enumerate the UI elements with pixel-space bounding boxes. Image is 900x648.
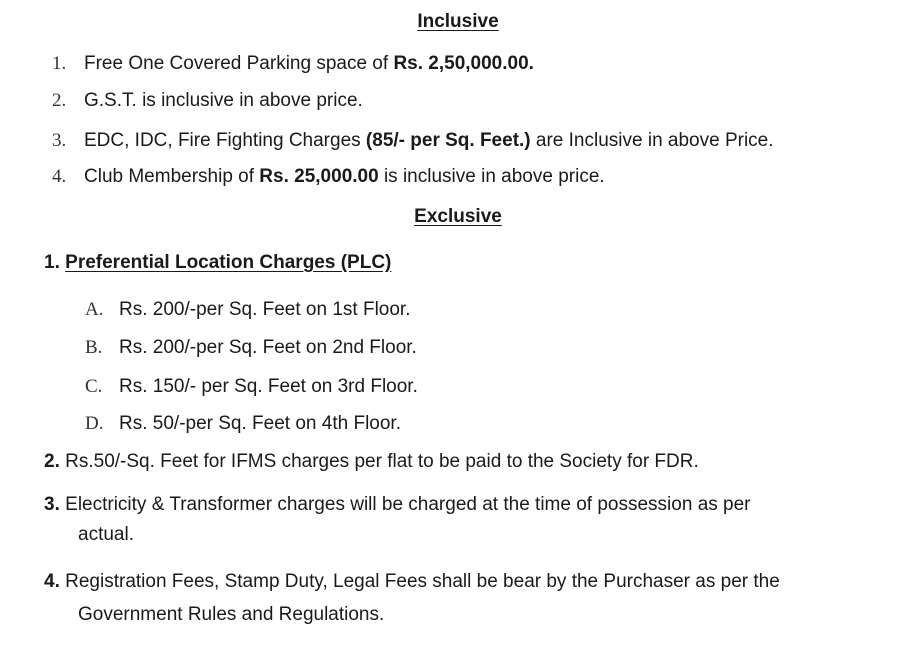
item-number: 2. xyxy=(52,90,67,111)
item-text-plain: EDC, IDC, Fire Fighting Charges xyxy=(84,130,366,151)
exclusive-point xyxy=(44,570,780,594)
item-text: G.S.T. is inclusive in above price. xyxy=(84,90,363,111)
point-number: 3. xyxy=(44,494,60,515)
point-text-continued: Government Rules and Regulations. xyxy=(78,604,385,625)
point-text: Registration Fees, Stamp Duty, Legal Fees shall be bear by the Purchaser as per the xyxy=(65,571,780,592)
item-letter: D. xyxy=(85,413,104,434)
item-text-plain: Free One Covered Parking space of xyxy=(84,53,394,74)
point-number: 4. xyxy=(44,571,60,592)
item-number: 4. xyxy=(52,166,67,187)
item-text xyxy=(84,165,605,189)
item-text: Rs. 150/- per Sq. Feet on 3rd Floor. xyxy=(119,376,418,397)
item-text xyxy=(84,52,534,76)
plc-number: 1. xyxy=(44,252,60,273)
item-text xyxy=(84,129,774,153)
point-text: Electricity & Transformer charges will be charged at the time of possession as per xyxy=(65,494,751,515)
item-text-plain: are Inclusive in above Price. xyxy=(530,130,774,151)
exclusive-heading: Exclusive xyxy=(414,206,502,227)
item-text: Rs. 200/-per Sq. Feet on 2nd Floor. xyxy=(119,337,417,358)
point-text: Rs.50/-Sq. Feet for IFMS charges per flat to be paid to the Society for FDR. xyxy=(65,451,699,472)
item-letter: C. xyxy=(85,376,103,397)
inclusive-heading: Inclusive xyxy=(417,11,499,32)
item-number: 1. xyxy=(52,53,67,74)
item-text-plain: is inclusive in above price. xyxy=(378,166,605,187)
item-text-bold: Rs. 25,000.00 xyxy=(259,166,379,187)
item-letter: A. xyxy=(85,299,104,320)
item-text-bold: Rs. 2,50,000.00. xyxy=(393,53,534,74)
point-number: 2. xyxy=(44,451,60,472)
item-text: Rs. 50/-per Sq. Feet on 4th Floor. xyxy=(119,413,401,434)
item-text: Rs. 200/-per Sq. Feet on 1st Floor. xyxy=(119,299,411,320)
item-number: 3. xyxy=(52,130,67,151)
item-letter: B. xyxy=(85,337,103,358)
point-text-continued: actual. xyxy=(78,524,134,545)
item-text-plain: Club Membership of xyxy=(84,166,260,187)
item-text-bold: (85/- per Sq. Feet.) xyxy=(365,130,531,151)
plc-heading xyxy=(44,251,391,275)
exclusive-point xyxy=(44,450,699,474)
exclusive-point xyxy=(44,493,751,517)
plc-title: Preferential Location Charges (PLC) xyxy=(65,252,392,273)
